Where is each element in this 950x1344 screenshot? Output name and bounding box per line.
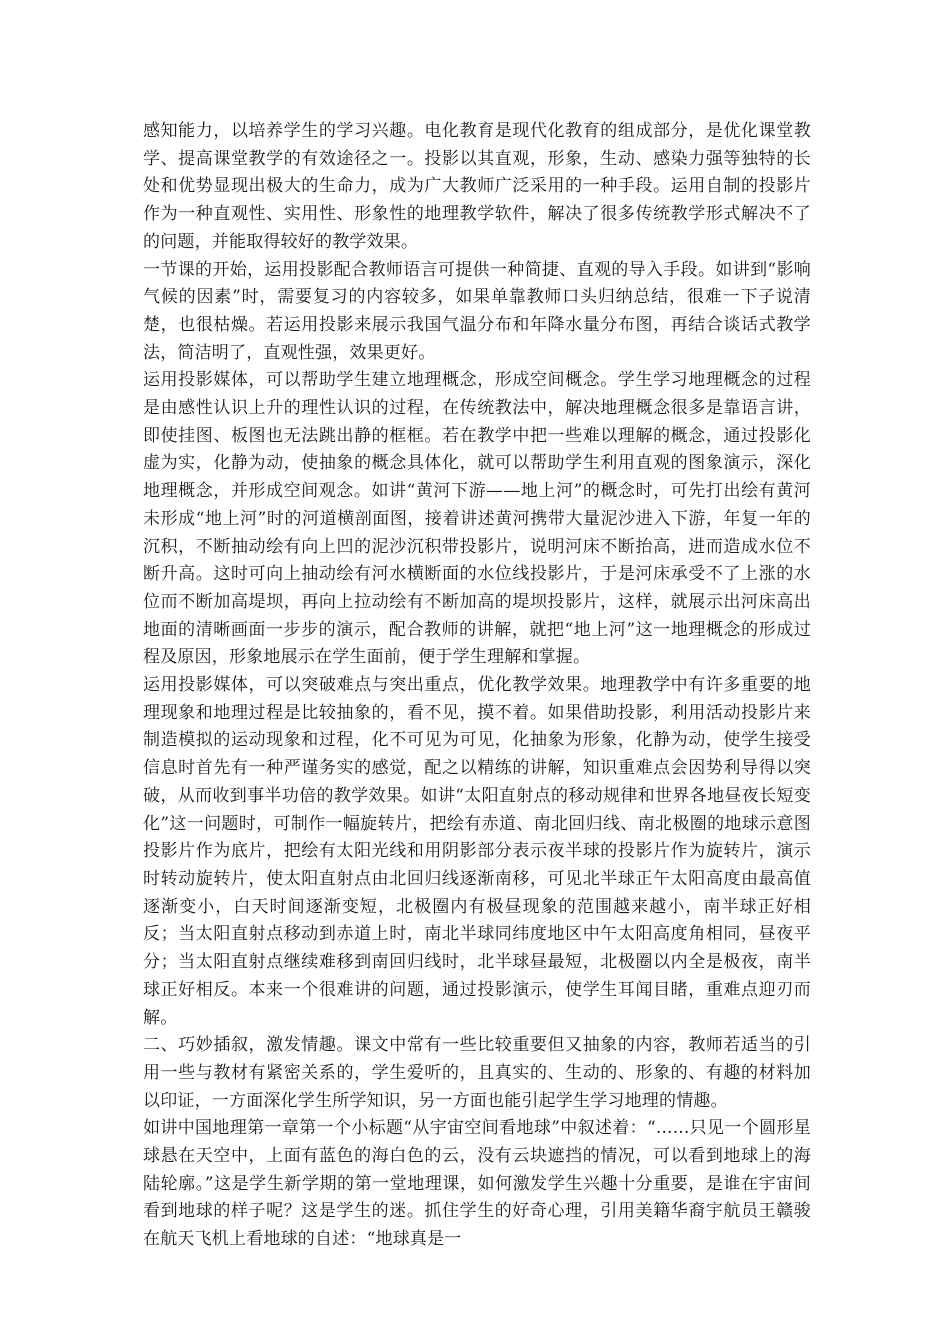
paragraph-3: 运用投影媒体，可以帮助学生建立地理概念，形成空间概念。学生学习地理概念的过程是由感性认识上升的理性认识的过程，在传统教法中，解决地理概念很多是靠语言讲，即使挂图、板图也无法跳出静的框框。若在教学中把一些难以理解的概念，通过投影化虚为实，化静为动，使抽象的概念具体化，就可以帮助学生利用直观的图象演示，深化地理概念，并形成空间观念。如讲“黄河下游——地上河”的概念时，可先打出绘有黄河未形成“地上河”时的河道横剖面图，接着讲述黄河携带大量泥沙进入下游，年复一年的沉积，不断抽动绘有向上凹的泥沙沉积带投影片，说明河床不断抬高，进而造成水位不断升高。这时可向上抽动绘有河水横断面的水位线投影片，于是河床承受不了上涨的水位而不断加高堤坝，再向上拉动绘有不断加高的堤坝投影片，这样，就展示出河床高出地面的清晰画面一步步的演示，配合教师的讲解，就把“地上河”这一地理概念的形成过程及原因，形象地展示在学生面前，便于学生理解和掌握。 [143,370,811,668]
paragraph-1: 感知能力，以培养学生的学习兴趣。电化教育是现代化教育的组成部分，是优化课堂教学、提高课堂教学的有效途径之一。投影以其直观，形象，生动、感染力强等独特的长处和优势显现出极大的生命力，成为广大教师广泛采用的一种手段。运用自制的投影片作为一种直观性、实用性、形象性的地理教学软件，解决了很多传统教学形式解决不了的问题，并能取得较好的教学效果。 [143,121,811,252]
paragraph-4: 运用投影媒体，可以突破难点与突出重点，优化教学效果。地理教学中有许多重要的地理现象和地理过程是比较抽象的，看不见，摸不着。如果借助投影，利用活动投影片来制造模拟的运动现象和过程，化不可见为可见，化抽象为形象，化静为动，使学生接受信息时首先有一种严谨务实的感觉，配之以精练的讲解，知识重难点会因势利导得以突破，从而收到事半功倍的教学效果。如讲“太阳直射点的移动规律和世界各地昼夜长短变化”这一问题时，可制作一幅旋转片，把绘有赤道、南北回归线、南北极圈的地球示意图投影片作为底片，把绘有太阳光线和用阴影部分表示夜半球的投影片作为旋转片，演示时转动旋转片，使太阳直射点由北回归线逐渐南移，可见北半球正午太阳高度由最高值逐渐变小，白天时间逐渐变短，北极圈内有极昼现象的范围越来越小，南半球正好相反；当太阳直射点移动到赤道上时，南北半球同纬度地区中午太阳高度角相同，昼夜平分；当太阳直射点继续难移到南回归线时，北半球昼最短，北极圈以内全是极夜，南半球正好相反。本来一个很难讲的问题，通过投影演示，使学生耳闻目睹，重难点迎刃而解。 [143,675,811,1028]
paragraph-6: 如讲中国地理第一章第一个小标题“从宇宙空间看地球”中叙述着：“......只见一个圆形星球悬在天空中，上面有蓝色的海白色的云，没有云块遮挡的情况，可以看到地球上的海陆轮廓。”这是学生新学期的第一堂地理课，如何激发学生兴趣十分重要，是谁在宇宙间看到地球的样子呢？这是学生的迷。抓住学生的好奇心理，引用美籍华裔宇航员王赣骏在航天飞机上看地球的自述：“地球真是一 [143,1118,811,1250]
paragraph-2: 一节课的开始，运用投影配合教师语言可提供一种简捷、直观的导入手段。如讲到“影响气候的因素”时，需要复习的内容较多，如果单靠教师口头归纳总结，很难一下子说清楚，也很枯燥。若运用投影来展示我国气温分布和年降水量分布图，再结合谈话式教学法，简洁明了，直观性强，效果更好。 [143,259,811,363]
paragraph-5: 二、巧妙插叙，激发情趣。课文中常有一些比较重要但又抽象的内容，教师若适当的引用一些与教材有紧密关系的，学生爱听的，且真实的、生动的、形象的、有趣的材料加以印证，一方面深化学生所学知识，另一方面也能引起学生学习地理的情趣。 [143,1035,811,1111]
document-body [143,118,811,1254]
